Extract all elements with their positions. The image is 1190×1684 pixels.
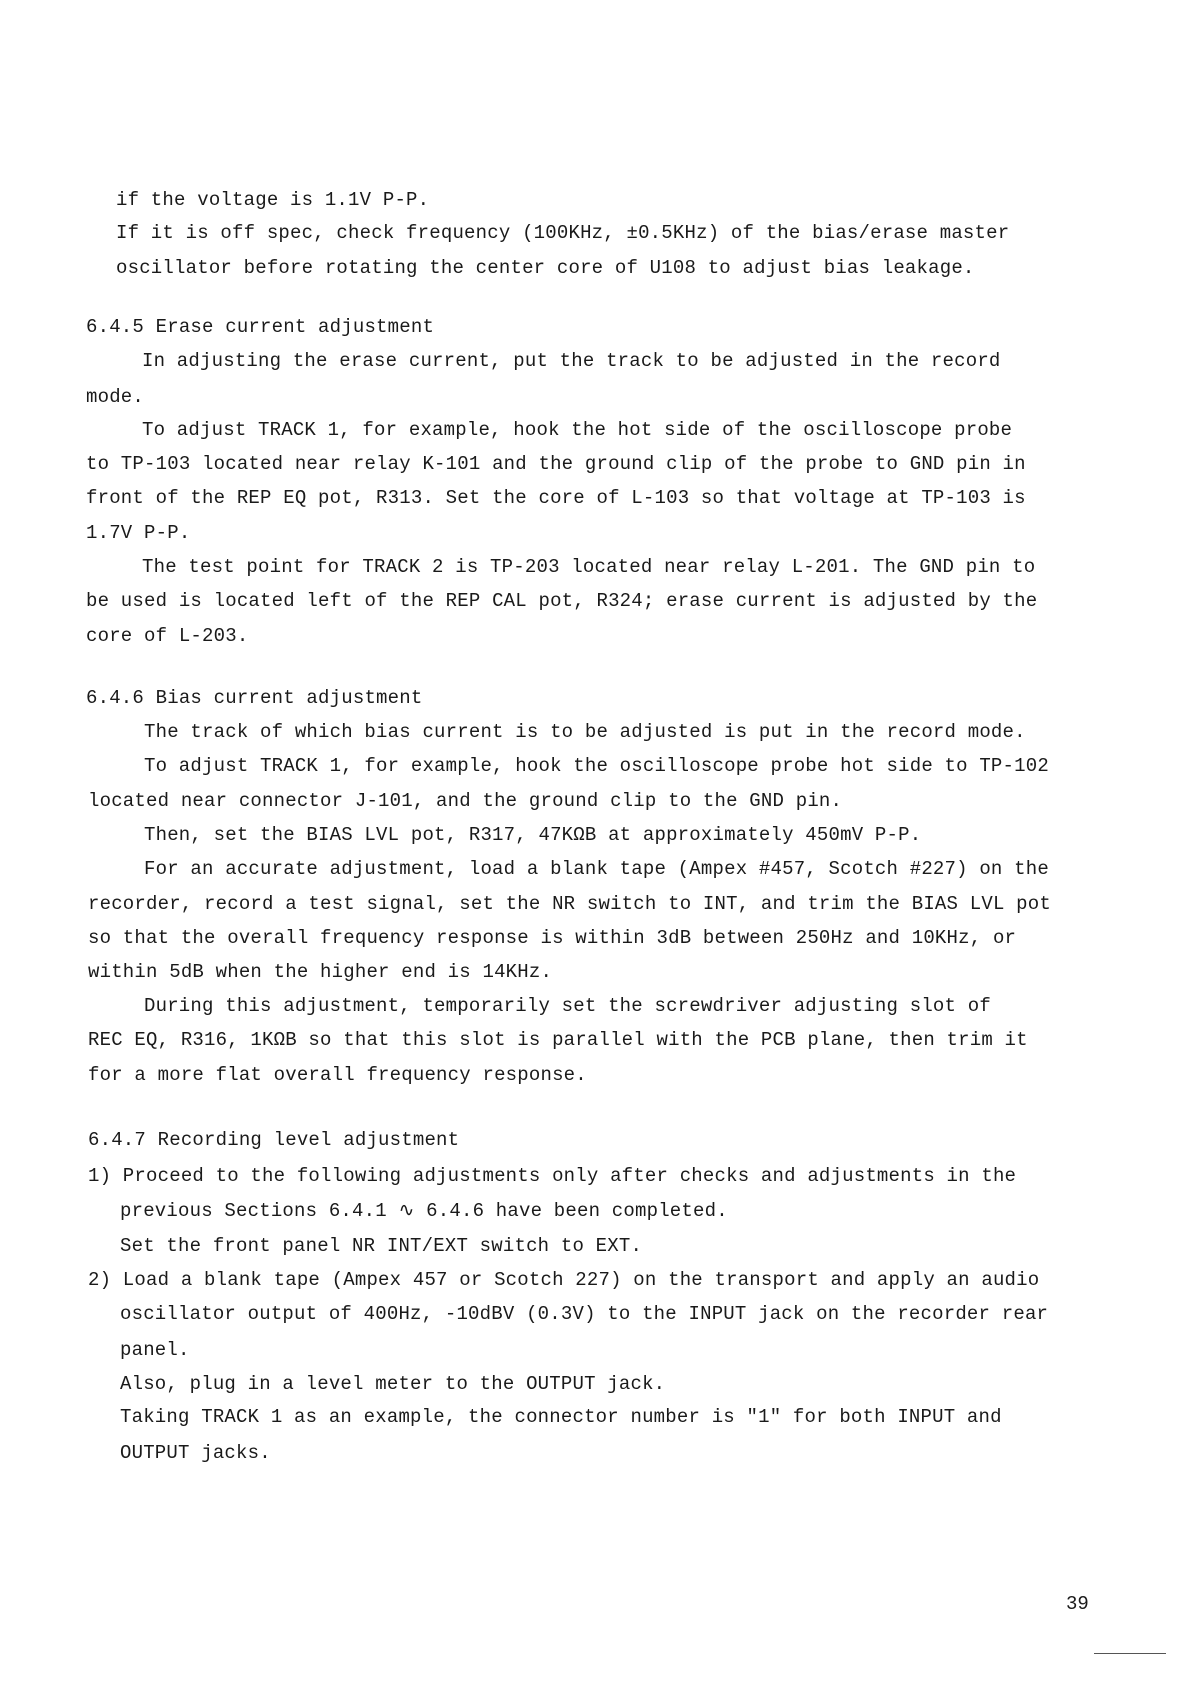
text-line: recorder, record a test signal, set the NR switch to INT, and trim the BIAS LVL pot [88,893,1051,915]
text-line: oscillator before rotating the center core of U108 to adjust bias leakage. [116,257,975,279]
text-line: OUTPUT jacks. [120,1442,271,1464]
text-line: Then, set the BIAS LVL pot, R317, 47KΩB at approximately 450mV P-P. [144,824,922,846]
text-line: Also, plug in a level meter to the OUTPUT jack. [120,1373,666,1395]
text-line: In adjusting the erase current, put the track to be adjusted in the record [142,350,1001,372]
text-line: be used is located left of the REP CAL pot, R324; erase current is adjusted by the [86,590,1038,612]
text-line: within 5dB when the higher end is 14KHz. [88,961,553,983]
step-line: 2) Load a blank tape (Ampex 457 or Scotch 227) on the transport and apply an audio [88,1269,1040,1291]
text-line: to TP-103 located near relay K-101 and the ground clip of the probe to GND pin in [86,453,1026,475]
footer-rule [1094,1653,1166,1654]
section-heading: 6.4.7 Recording level adjustment [88,1129,460,1151]
text-line: front of the REP EQ pot, R313. Set the core of L-103 so that voltage at TP-103 is [86,487,1026,509]
text-line: The test point for TRACK 2 is TP-203 located near relay L-201. The GND pin to [142,556,1036,578]
text-line: During this adjustment, temporarily set the screwdriver adjusting slot of [144,995,991,1017]
text-line: for a more flat overall frequency response. [88,1064,587,1086]
text-line: Taking TRACK 1 as an example, the connector number is "1" for both INPUT and [120,1406,1002,1428]
text-line: if the voltage is 1.1V P-P. [116,189,430,211]
text-line: located near connector J-101, and the ground clip to the GND pin. [88,790,843,812]
section-heading: 6.4.5 Erase current adjustment [86,316,435,338]
text-line: mode. [86,386,145,408]
step-line: 1) Proceed to the following adjustments only after checks and adjustments in the [88,1165,1017,1187]
text-line: panel. [120,1339,190,1361]
text-line: oscillator output of 400Hz, -10dBV (0.3V) to the INPUT jack on the recorder rear [120,1303,1049,1325]
text-line: REC EQ, R316, 1KΩB so that this slot is parallel with the PCB plane, then trim it [88,1029,1028,1051]
text-line: 1.7V P-P. [86,522,191,544]
text-line: If it is off spec, check frequency (100KHz, ±0.5KHz) of the bias/erase master [116,222,1010,244]
text-line: The track of which bias current is to be adjusted is put in the record mode. [144,721,1026,743]
page-number: 39 [1066,1593,1089,1615]
text-line: so that the overall frequency response is within 3dB between 250Hz and 10KHz, or [88,927,1017,949]
text-line: For an accurate adjustment, load a blank tape (Ampex #457, Scotch #227) on the [144,858,1049,880]
section-heading: 6.4.6 Bias current adjustment [86,687,423,709]
text-line: To adjust TRACK 1, for example, hook the oscilloscope probe hot side to TP-102 [144,755,1049,777]
text-line: core of L-203. [86,625,249,647]
text-line: Set the front panel NR INT/EXT switch to EXT. [120,1235,643,1257]
text-line: previous Sections 6.4.1 ∿ 6.4.6 have been completed. [120,1200,728,1222]
text-line: To adjust TRACK 1, for example, hook the hot side of the oscilloscope probe [142,419,1013,441]
